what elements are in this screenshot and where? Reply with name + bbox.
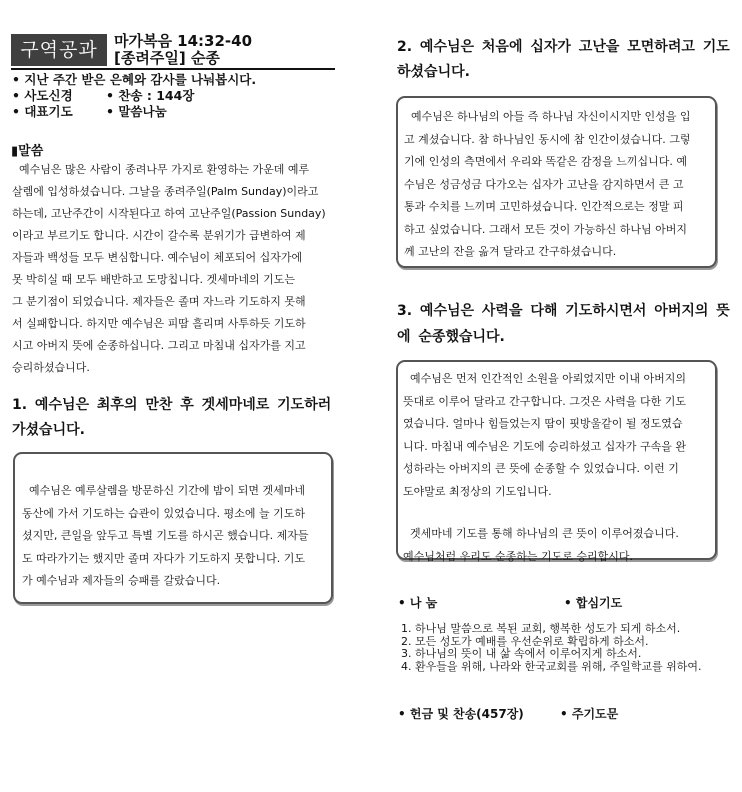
text-line: 살렘에 입성하셨습니다. 그날을 종려주일(Palm Sunday)이라고: [12, 185, 319, 198]
text-line: 동산에 가서 기도하는 습관이 있었습니다. 평소에 늘 기도하: [22, 506, 305, 520]
point3-body: [403, 368, 710, 568]
point1-heading-line2: 가셨습니다.: [12, 422, 85, 438]
order-item-greeting: • 지난 주간 받은 은혜와 감사를 나눠봅시다.: [12, 72, 257, 87]
point2-heading-line1: 2. 예수님은 처음에 십자가 고난을 모면하려고 기도: [397, 39, 730, 55]
point1-body: [22, 480, 325, 593]
group-prayer-label: • 합심기도: [564, 596, 623, 610]
offering-hymn-label: • 헌금 및 찬송(457장): [398, 707, 524, 721]
list-item: 1. 하나님 말씀으로 복된 교회, 행복한 성도가 되게 하소서.: [401, 622, 681, 635]
text-line: 통과 수치를 느끼며 고민하셨습니다. 인간적으로는 정말 피: [404, 200, 684, 213]
text-line: 수님은 성금성금 다가오는 십자가 고난을 감지하면서 큰 고: [404, 177, 684, 191]
text-line: 기에 인성의 측면에서 우리와 똑같은 감정을 느끼십니다. 예: [404, 155, 687, 168]
prayer-list: [401, 623, 701, 673]
list-item: 2. 모든 성도가 예배를 우선순위로 확립하게 하소서.: [401, 634, 649, 648]
point3-box: [396, 360, 717, 563]
text-line: 니다. 마침내 예수님은 기도에 승리하셨고 십자가 구속을 완: [403, 439, 686, 453]
scripture-reference: 마가복음 14:32-40: [114, 32, 253, 50]
lords-prayer-label: • 주기도문: [560, 707, 619, 721]
text-line: 승리하셨습니다.: [12, 361, 90, 374]
text-line: 뜻대로 이루어 달라고 간구합니다. 그것은 사력을 다한 기도: [403, 394, 686, 408]
text-line: 겟세마네 기도를 통해 하나님의 큰 뜻이 이루어졌습니다.: [403, 527, 679, 540]
lesson-subtitle: [종려주일] 순종: [114, 49, 220, 67]
point3-heading-line1: 3. 예수님은 사력을 다해 기도하시면서 아버지의 뜻: [397, 303, 730, 319]
text-line: 자들과 백성들 모두 변심합니다. 예수님이 체포되어 십자가에: [12, 251, 303, 264]
order-item-creed: • 사도신경: [12, 88, 73, 103]
text-line: 도 따라가기는 했지만 졸며 자다가 기도하지 못합니다. 기도: [22, 551, 305, 565]
point1-box: [13, 452, 333, 604]
header-divider: [11, 68, 335, 70]
order-item-prayer: • 대표기도: [12, 104, 73, 119]
text-line: 가 예수님과 제자들의 승패를 갈랐습니다.: [22, 574, 221, 587]
text-line: 예수님은 먼저 인간적인 소원을 아뢰었지만 이내 아버지의: [403, 372, 686, 385]
list-item: 3. 하나님의 뜻이 내 삶 속에서 이루어지게 하소서.: [401, 647, 642, 660]
point1-heading-line1: 1. 예수님은 최후의 만찬 후 겟세마네로 기도하러: [12, 397, 332, 413]
text-line: 예수님은 많은 사람이 종려나무 가지로 환영하는 가운데 예루: [12, 163, 310, 176]
point3-heading-line2: 에 순종했습니다.: [397, 329, 505, 345]
text-line: 예수님은 하나님의 아들 즉 하나님 자신이시지만 인성을 입: [404, 110, 691, 123]
order-item-sharing: • 말씀나눔: [106, 104, 167, 119]
point2-body: [404, 106, 710, 264]
text-line: 그 분기점이 되었습니다. 제자들은 졸며 자느라 기도하지 못해: [12, 295, 306, 308]
text-line: 못 박히실 때 모두 배반하고 도망칩니다. 겟세마네의 기도는: [12, 273, 295, 286]
text-line: 시고 아버지 뜻에 순종하십니다. 그리고 마침내 십자가를 지고: [12, 339, 306, 352]
lesson-badge: 구역공과: [11, 34, 107, 66]
text-line: 께 고난의 잔을 옮겨 달라고 간구하셨습니다.: [404, 245, 617, 258]
text-line: 하고 싶었습니다. 그래서 모든 것이 가능하신 하나님 아버지: [404, 222, 687, 236]
text-line: 이라고 부르기도 합니다. 시간이 갈수록 분위기가 급변하여 제: [12, 229, 306, 242]
text-line: 였습니다. 얼마나 힘들었는지 땀이 핏방울같이 될 정도였습: [403, 417, 683, 430]
sharing-label: • 나 눔: [398, 596, 438, 610]
text-line: 서 실패합니다. 하지만 예수님은 피땀 흘리며 사투하듯 기도하: [12, 317, 306, 330]
text-line: 셨지만, 큰일을 앞두고 특별 기도를 하시곤 했습니다. 제자들: [22, 529, 309, 542]
text-line: 예수님은 예루살렘을 방문하신 기간에 밤이 되면 겟세마네: [22, 484, 305, 497]
point2-box: [396, 96, 717, 268]
point2-heading-line2: 하셨습니다.: [397, 64, 470, 80]
text-line: 예수님처럼 우리도 순종하는 기도로 승리합시다.: [403, 549, 634, 563]
text-line: 성하라는 아버지의 큰 뜻에 순종할 수 있었습니다. 이런 기: [403, 462, 679, 475]
text-line: 고 계셨습니다. 참 하나님인 동시에 참 인간이셨습니다. 그렇: [404, 132, 691, 146]
text-line: 하는데, 고난주간이 시작된다고 하여 고난주일(Passion Sunday): [12, 207, 326, 220]
word-body: [12, 159, 334, 379]
word-section-title: ▮말씀: [11, 144, 44, 159]
paragraph-gap: [403, 503, 710, 523]
list-item: 4. 환우들을 위해, 나라와 한국교회를 위해, 주일학교를 위하여.: [401, 659, 702, 673]
order-item-hymn: • 찬송 : 144장: [106, 88, 195, 103]
text-line: 도야말로 최정상의 기도입니다.: [403, 484, 552, 498]
